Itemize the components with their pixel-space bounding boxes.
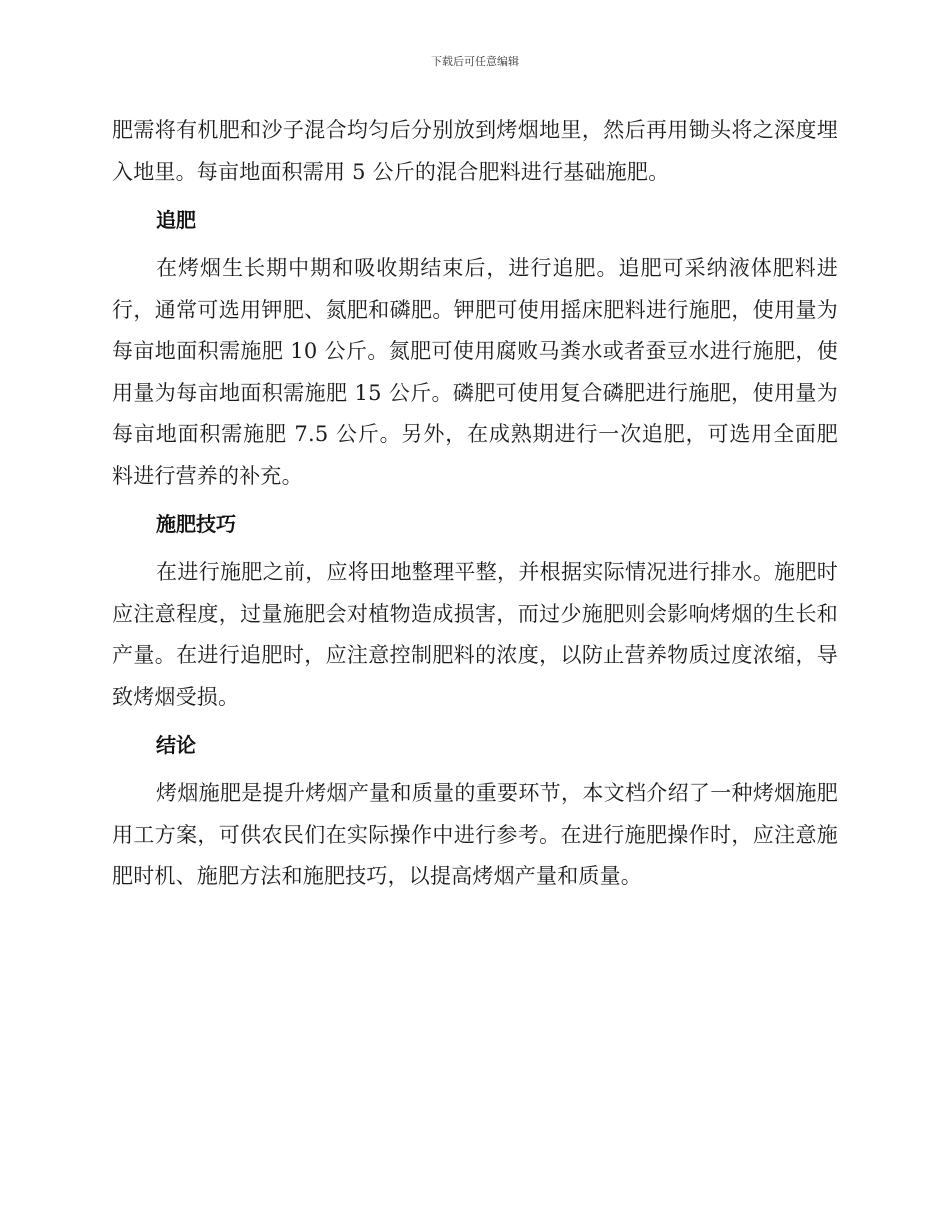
document-body — [112, 110, 838, 898]
section-heading-topdressing: 追肥 — [156, 208, 196, 232]
topdressing-paragraph: 在烤烟生长期中期和吸收期结束后，进行追肥。追肥可采纳液体肥料进行，通常可选用钾肥、氮肥和磷肥。钾肥可使用摇床肥料进行施肥，使用量为每亩地面积需施肥 10 公斤。氮肥可使用腐败马粪水或者蚕豆水进行施肥，使用量为每亩地面积需施肥 15 公斤。磷肥可使用复合磷肥进行施肥，使用量为每亩地面积需施肥 7.5 公斤。另外，在成熟期进行一次追肥，可选用全面肥料进行营养的补充。 — [112, 256, 838, 488]
section-heading-techniques: 施肥技巧 — [156, 512, 236, 536]
conclusion-paragraph: 烤烟施肥是提升烤烟产量和质量的重要环节，本文档介绍了一种烤烟施肥用工方案，可供农民们在实际操作中进行参考。在进行施肥操作时，应注意施肥时机、施肥方法和施肥技巧，以提高烤烟产量和质量。 — [112, 781, 838, 888]
techniques-paragraph: 在进行施肥之前，应将田地整理平整，并根据实际情况进行排水。施肥时应注意程度，过量施肥会对植物造成损害，而过少施肥则会影响烤烟的生长和产量。在进行追肥时，应注意控制肥料的浓度，以防止营养物质过度浓缩，导致烤烟受损。 — [112, 560, 838, 709]
page-header: 下载后可任意编辑 — [431, 55, 519, 68]
intro-continuation-paragraph: 肥需将有机肥和沙子混合均匀后分别放到烤烟地里，然后再用锄头将之深度埋入地里。每亩地面积需用 5 公斤的混合肥料进行基础施肥。 — [112, 118, 838, 184]
section-heading-conclusion: 结论 — [156, 733, 196, 757]
